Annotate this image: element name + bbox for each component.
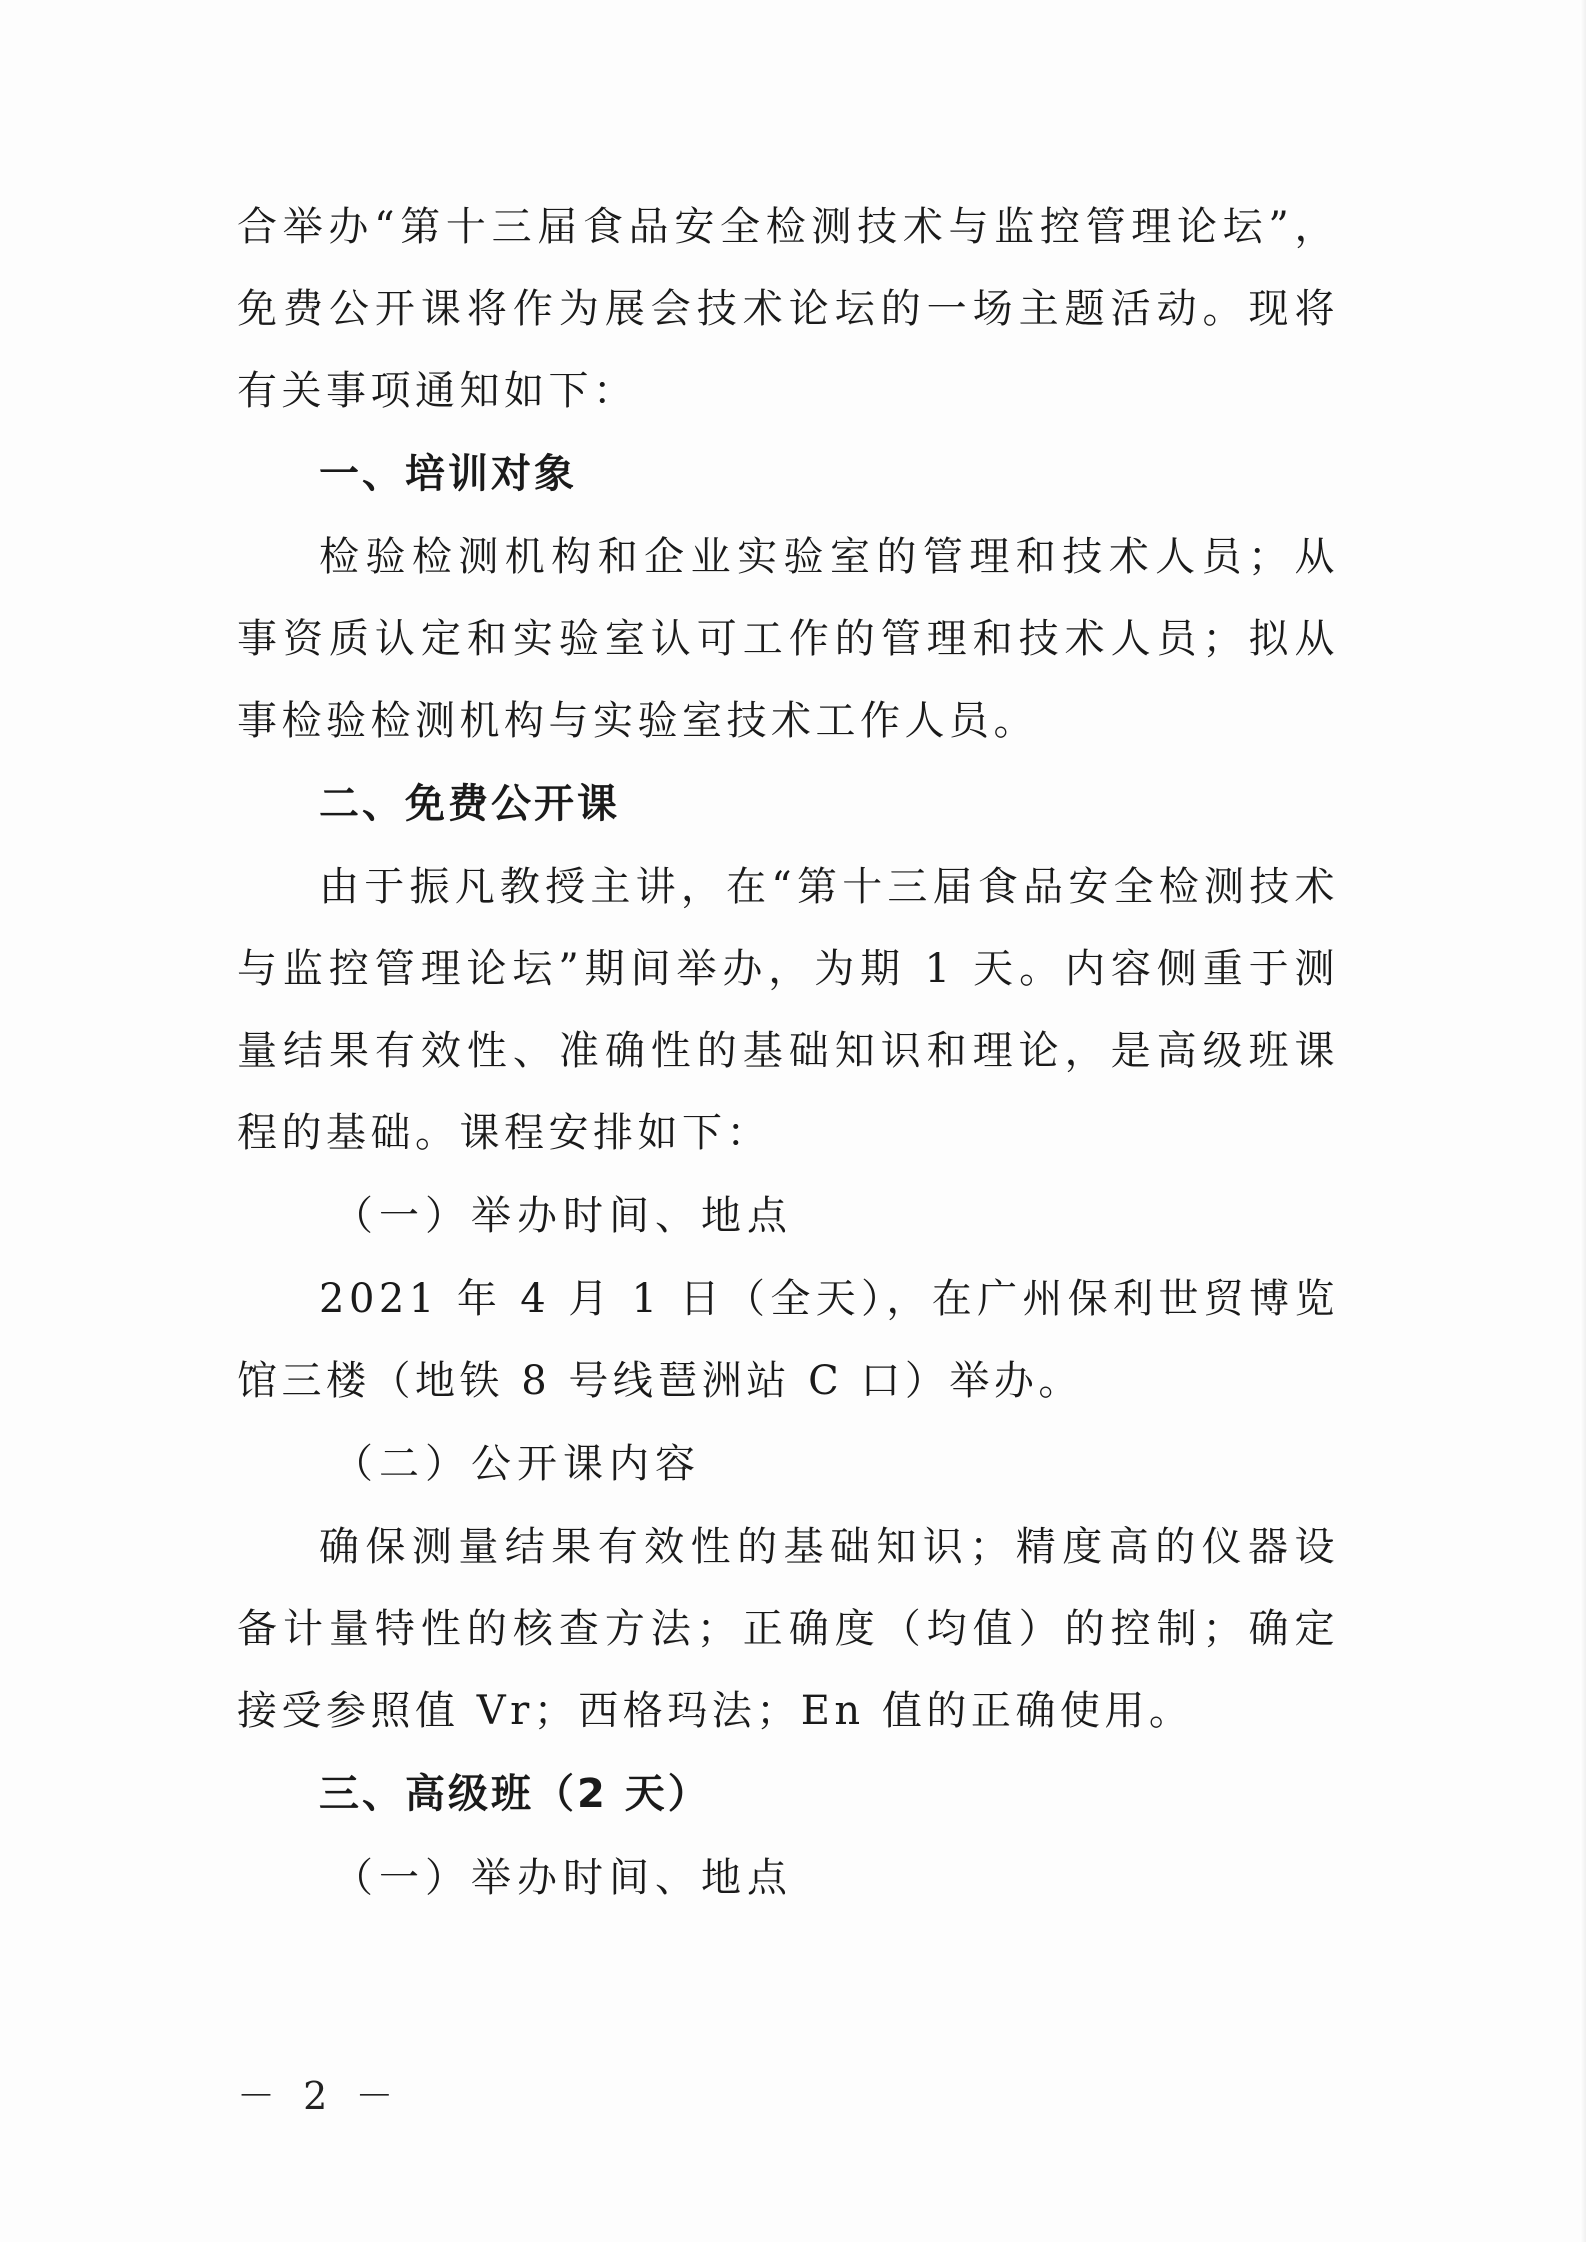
section-3-heading: 三、高级班（2 天）	[319, 1771, 711, 1817]
section-2-heading: 二、免费公开课	[319, 781, 620, 827]
intro-paragraph: 合举办“第十三届食品安全检测技术与监控管理论坛”，免费公开课将作为展会技术论坛的一场主题活动。现将有关事项通知如下：	[237, 204, 1339, 414]
section-2-body: 由于振凡教授主讲，在“第十三届食品安全检测技术与监控管理论坛”期间举办，为期 1 天。内容侧重于测量结果有效性、准确性的基础知识和理论，是高级班课程的基础。课程安排如下：	[237, 864, 1339, 1156]
scan-edge-shadow	[1580, 0, 1586, 2242]
section-1-heading: 一、培训对象	[319, 451, 577, 497]
section-3-sub-1-heading: （一）举办时间、地点	[333, 1855, 793, 1901]
section-2-sub-1-heading: （一）举办时间、地点	[333, 1193, 793, 1239]
document-body	[237, 186, 1339, 1920]
section-2-sub-1-body: 2021 年 4 月 1 日（全天），在广州保利世贸博览馆三楼（地铁 8 号线琶洲站 C 口）举办。	[237, 1276, 1339, 1404]
section-2-sub-2-heading: （二）公开课内容	[333, 1441, 701, 1487]
section-2-sub-2-body: 确保测量结果有效性的基础知识；精度高的仪器设备计量特性的核查方法；正确度（均值）的控制；确定接受参照值 Vr；西格玛法；En 值的正确使用。	[237, 1524, 1339, 1734]
section-1-body: 检验检测机构和企业实验室的管理和技术人员；从事资质认定和实验室认可工作的管理和技术人员；拟从事检验检测机构与实验室技术工作人员。	[237, 534, 1339, 744]
page-number: － 2 －	[237, 2074, 402, 2118]
